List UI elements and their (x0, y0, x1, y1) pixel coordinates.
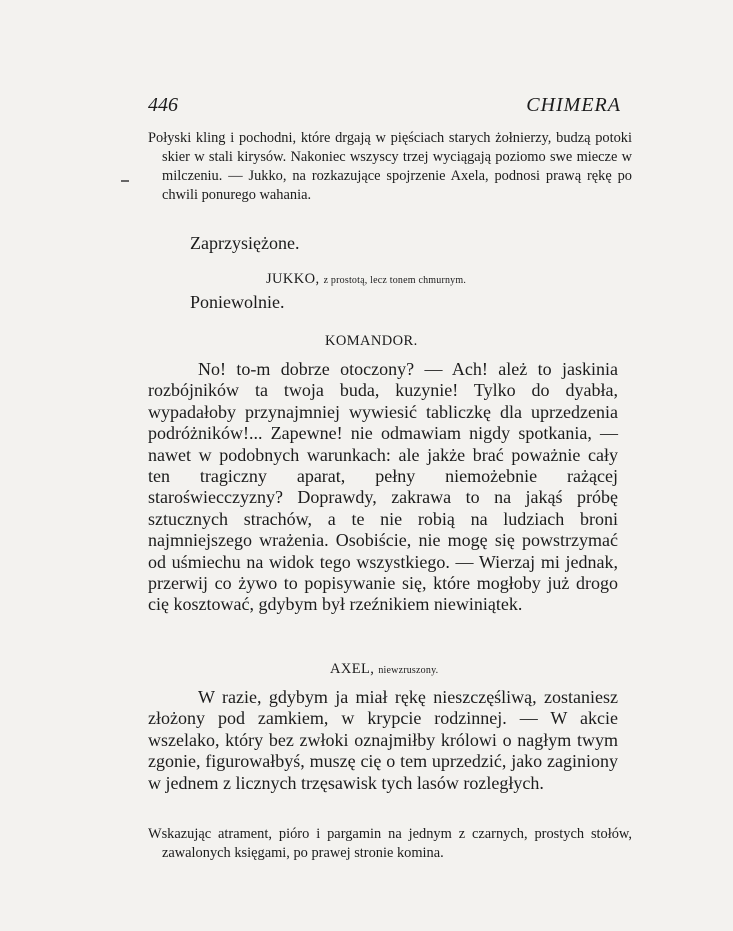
speaker-name: AXEL, (330, 661, 375, 677)
page-number: 446 (148, 94, 178, 116)
speech-axel: W razie, gdybym ja miał rękę nieszczęśliwą, zostaniesz złożony pod zamkiem, w krypcie rodzinnej. — W akcie wszelako, który bez zwłoki oznajmiłby królowi o nagłym twym zgonie, figurowałbyś, muszę cię o tem uprzedzić, jako zaginiony w jednem z licznych trzęsawisk tych lasów rozległych. (148, 687, 618, 793)
speaker-axel (330, 661, 438, 678)
speaker-komandor: KOMANDOR. (325, 333, 418, 349)
running-title: CHIMERA (526, 94, 621, 116)
stage-direction-1: Połyski kling i pochodni, które drgają w pięściach starych żołnierzy, budzą potoki skier w stali kirysów. Nakoniec wszyscy trzej wyciągają poziomo swe miecze w milczeniu. — Jukko, na rozkazujące spojrzenie Axela, podnosi prawą rękę po chwili ponurego wahania. (148, 130, 632, 203)
speaker-jukko (266, 271, 466, 288)
margin-mark (121, 180, 129, 182)
page-header (148, 94, 621, 118)
speech-komandor: No! to-m dobrze otoczony? — Ach! ależ to jaskinia rozbójników ta twoja buda, kuzynie! Tylko do dyabła, wypadałoby przynajmniej wywiesić tabliczkę dla uprzedzenia podróżników!... Zapewne! nie odmawiam nigdy spotkania, — nawet w podobnych warunkach: ale jakże brać poważnie cały ten tragiczny aparat, pełny niemożebnie rażącej staroświecczyzny? Doprawdy, zakrawa to na jakąś próbę sztucznych strachów, a te nie robią na ludziach broni najmniejszego wrażenia. Osobiście, nie mogę się powstrzymać od uśmiechu na widok tego wszystkiego. — Wierzaj mi jednak, przerwij co żywo to popisywanie się, które mogłoby już drogo cię kosztować, gdybym był rzeźnikiem niewiniątek. (148, 359, 618, 615)
speaker-note: z prostotą, lecz tonem chmurnym. (323, 275, 467, 286)
stage-direction-2: Wskazując atrament, pióro i pargamin na jednym z czarnych, prostych stołów, zawalonych księgami, po prawej stronie komina. (148, 826, 632, 861)
speaker-name: JUKKO, (266, 271, 320, 287)
line-1: Zaprzysiężone. (190, 233, 300, 253)
line-2: Poniewolnie. (190, 292, 285, 312)
speaker-note: niewzruszony. (378, 665, 439, 676)
